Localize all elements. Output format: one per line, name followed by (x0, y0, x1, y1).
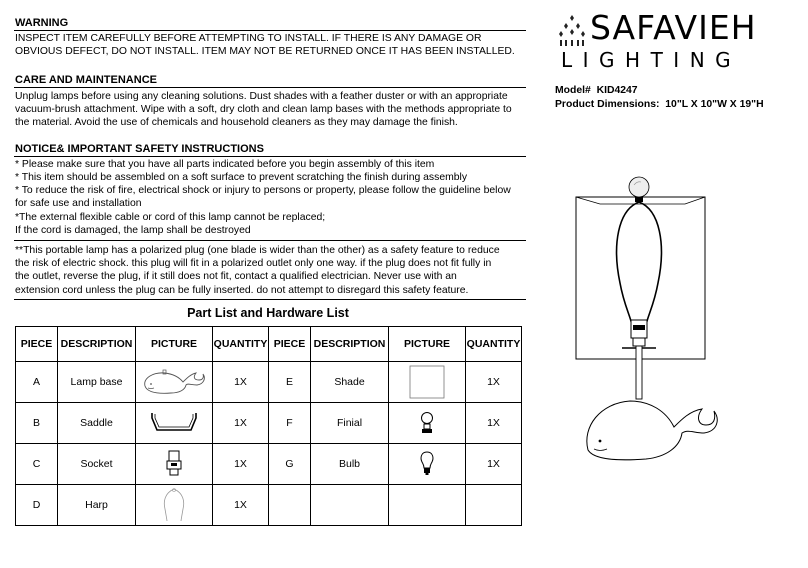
column-header: PIECE (16, 327, 58, 362)
piece-cell: E (269, 362, 311, 403)
piece-cell (269, 485, 311, 526)
table-row (16, 444, 522, 485)
divider (14, 156, 526, 157)
picture-cell (389, 362, 466, 403)
quantity-cell: 1X (213, 444, 269, 485)
safety-heading: NOTICE& IMPORTANT SAFETY INSTRUCTIONS (15, 143, 264, 155)
parts-table (15, 326, 522, 526)
column-header: DESCRIPTION (311, 327, 389, 362)
model-label: Model# (555, 85, 591, 96)
safety-line: If the cord is damaged, the lamp shall be destroyed (15, 225, 251, 236)
warning-text-line: INSPECT ITEM CAREFULLY BEFORE ATTEMPTING TO INSTALL. IF THERE IS ANY DAMAGE OR (15, 33, 482, 44)
chandelier-logo-icon (557, 14, 587, 50)
model-line (555, 85, 638, 96)
description-cell: Finial (311, 403, 389, 444)
description-cell: Saddle (58, 403, 136, 444)
parts-title: Part List and Hardware List (187, 306, 349, 320)
picture-cell (389, 485, 466, 526)
brand-name: SAFAVIEH (590, 8, 757, 47)
plug-line: the risk of electric shock. this plug will fit in a polarized outlet only one way. if the plug does not fit fully in (15, 258, 492, 269)
dimensions-label: Product Dimensions: (555, 99, 660, 110)
care-text-line: vacuum-brush attachment. Wipe with a soft, dry cloth and clean lamp bases with the methods appropriate to (15, 104, 512, 115)
picture-cell (136, 403, 213, 444)
care-text-line: Unplug lamps before using any cleaning solutions. Dust shades with a feather duster or with an appropriate (15, 91, 508, 102)
finial-icon (419, 409, 435, 437)
description-cell: Harp (58, 485, 136, 526)
column-header: QUANTITY (213, 327, 269, 362)
plug-line: extension cord unless the plug can be fully inserted. do not attempt to disregard this safety feature. (15, 285, 469, 296)
description-cell: Lamp base (58, 362, 136, 403)
table-row (16, 362, 522, 403)
description-cell: Socket (58, 444, 136, 485)
divider (14, 240, 526, 241)
piece-cell: G (269, 444, 311, 485)
divider (14, 87, 526, 88)
description-cell: Shade (311, 362, 389, 403)
warning-text-line: OBVIOUS DEFECT, DO NOT INSTALL. ITEM MAY NOT BE RETURNED ONCE IT HAS BEEN INSTALLED. (15, 46, 515, 57)
lamp-assembly-diagram (570, 165, 720, 470)
description-cell (311, 485, 389, 526)
description-cell: Bulb (311, 444, 389, 485)
saddle-icon (149, 410, 199, 436)
picture-cell (389, 444, 466, 485)
piece-cell: C (16, 444, 58, 485)
care-text-line: the material. Avoid the use of chemicals and household cleaners as they may damage the finish. (15, 117, 458, 128)
picture-cell (136, 362, 213, 403)
table-header-row (16, 327, 522, 362)
plug-line: the outlet, reverse the plug, if it still does not fit, contact a qualified electrician. Never use with an (15, 271, 457, 282)
divider (14, 30, 526, 31)
piece-cell: D (16, 485, 58, 526)
quantity-cell: 1X (466, 362, 522, 403)
brand-subtitle: LIGHTING (561, 48, 742, 72)
table-row (16, 485, 522, 526)
safety-line: * This item should be assembled on a soft surface to prevent scratching the finish during assembly (15, 172, 468, 183)
quantity-cell: 1X (213, 362, 269, 403)
quantity-cell (466, 485, 522, 526)
socket-icon (165, 449, 183, 479)
plug-line: **This portable lamp has a polarized plug (one blade is wider than the other) as a safety feature to reduce (15, 245, 500, 256)
picture-cell (389, 403, 466, 444)
warning-heading: WARNING (15, 17, 69, 29)
dimensions-line (555, 99, 764, 110)
piece-cell: A (16, 362, 58, 403)
quantity-cell: 1X (466, 444, 522, 485)
safety-line: for safe use and installation (15, 198, 142, 209)
column-header: DESCRIPTION (58, 327, 136, 362)
piece-cell: B (16, 403, 58, 444)
quantity-cell: 1X (213, 485, 269, 526)
whale-lamp-base-icon (141, 368, 207, 396)
model-value: KID4247 (596, 85, 638, 96)
column-header: PIECE (269, 327, 311, 362)
safety-line: * Please make sure that you have all parts indicated before you begin assembly of this item (15, 159, 435, 170)
safety-line: * To reduce the risk of fire, electrical shock or injury to persons or property, please follow the guideline below (15, 185, 511, 196)
care-heading: CARE AND MAINTENANCE (15, 74, 157, 86)
quantity-cell: 1X (466, 403, 522, 444)
column-header: QUANTITY (466, 327, 522, 362)
bulb-icon (418, 450, 436, 478)
table-row (16, 403, 522, 444)
piece-cell: F (269, 403, 311, 444)
column-header: PICTURE (389, 327, 466, 362)
safety-line: *The external flexible cable or cord of this lamp cannot be replaced; (15, 212, 326, 223)
shade-icon (409, 365, 445, 399)
picture-cell (136, 444, 213, 485)
divider (14, 299, 526, 300)
column-header: PICTURE (136, 327, 213, 362)
quantity-cell: 1X (213, 403, 269, 444)
picture-cell (136, 485, 213, 526)
dimensions-value: 10"L X 10"W X 19"H (665, 99, 764, 110)
harp-icon (159, 487, 189, 523)
